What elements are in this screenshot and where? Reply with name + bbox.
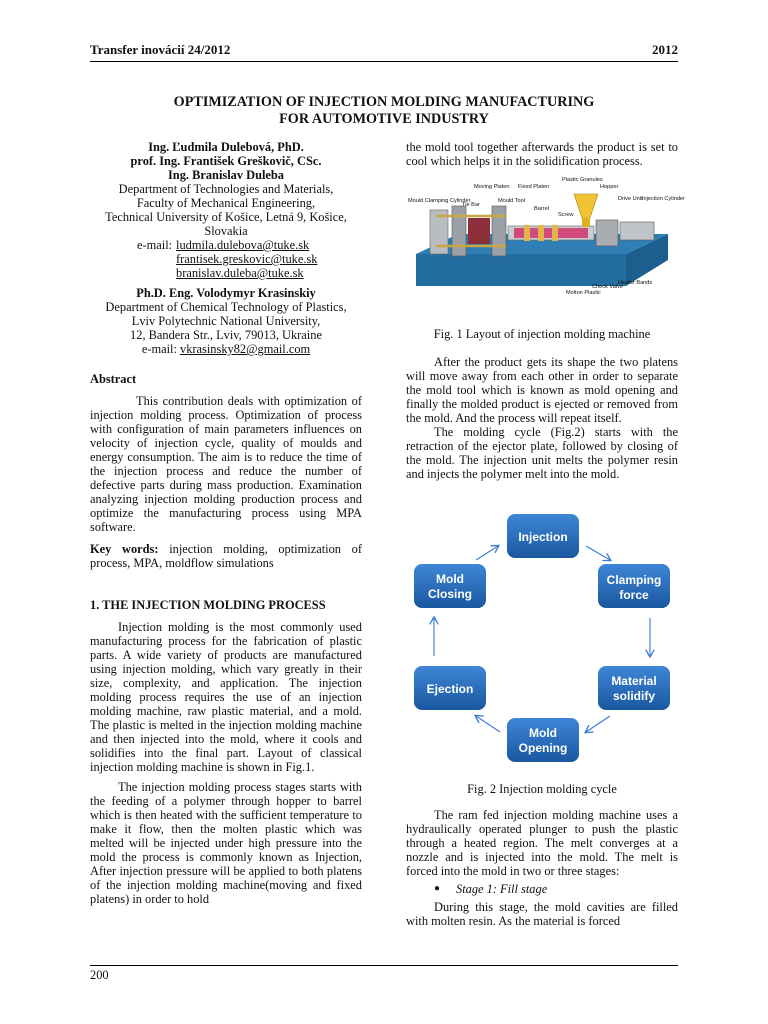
footer-rule bbox=[90, 965, 678, 966]
label-molton-plastic: Molton Plastic bbox=[566, 290, 601, 296]
cycle-node-clamping-force bbox=[598, 564, 670, 608]
journal-name: Transfer inovácií 24/2012 bbox=[90, 42, 231, 57]
email-link[interactable]: vkrasinsky82@gmail.com bbox=[180, 342, 311, 356]
author-2: prof. Ing. František Greškovič, CSc. bbox=[130, 154, 322, 168]
label-barrel: Barrel bbox=[534, 206, 549, 212]
cycle-node-mold-opening bbox=[507, 718, 579, 762]
paragraph: The injection molding process stages starts with the feeding of a polymer through hopper to barrel which is then heated with the sufficient temperature to make it flow, then the molten plastic which was melted will be injected under high pressure into the mold the process is commonly known as Injection, After injection pressure will be applied to both platens of the injection molding machine(moving and fixed platens) in order to hold bbox=[90, 780, 362, 906]
keywords: Key words: injection molding, optimization of process, MPA, moldflow simulations bbox=[90, 542, 362, 570]
paragraph: The ram fed injection molding machine uses a hydraulically operated plunger to push the plastic through a heated region. The melt converges at a nozzle and is injected into the mold. The melt is forced into the mold in two or three stages: bbox=[406, 808, 678, 878]
moving-platen bbox=[452, 206, 466, 256]
svg-text:Clampingforce: Clamping force bbox=[606, 573, 662, 602]
section-1 bbox=[90, 598, 362, 906]
stage-item: ● Stage 1: Fill stage bbox=[406, 882, 678, 896]
cycle-arrow bbox=[586, 546, 610, 560]
mould-tool bbox=[468, 218, 490, 244]
svg-text:Injection: Injection bbox=[518, 530, 568, 544]
injection-cylinder bbox=[620, 222, 654, 240]
paragraph: After the product gets its shape the two platens will move away from each other in order to separate the mold tool which is known as mold opening and finally the molded product is ejected or removed from the mold. And the process will repeat itself. bbox=[406, 355, 678, 425]
cycle-node-material-solidify bbox=[598, 666, 670, 710]
affiliation-line: Department of Chemical Technology of Plastics, bbox=[105, 300, 347, 314]
paragraph: The molding cycle (Fig.2) starts with the retraction of the ejector plate, followed by closing of the mold. The injection unit melts the polymer resin and injects the polymer melt into the mold. bbox=[406, 425, 678, 481]
label-screw: Screw bbox=[558, 212, 574, 218]
abstract-text: This contribution deals with optimization of injection molding process. Optimization of process with configuration of main parameters influences on velocity of injection cycle, quality of moulds and energy consumption. The aim is to reduce the time of the injection process and reduce the number of defective parts during mass production. Examination analyzing injection molding production process and optimize the manufacturing process using MPA software. bbox=[90, 394, 362, 534]
cycle-arrow bbox=[476, 546, 498, 560]
label-tie-bar: Tie Bar bbox=[462, 202, 480, 208]
email-line: e-mail: vkrasinsky82@gmail.com bbox=[141, 342, 311, 356]
label-injection-cylinder: Injection Cylinder bbox=[642, 196, 685, 202]
affiliation-line: Slovakia bbox=[204, 224, 248, 238]
author-4: Ph.D. Eng. Volodymyr Krasinskiy bbox=[136, 286, 316, 300]
cycle-node-ejection bbox=[414, 666, 486, 710]
affiliation-line: Department of Technologies and Materials, bbox=[118, 182, 334, 196]
right-body-2 bbox=[406, 808, 678, 928]
label-drive-unit: Drive Unit bbox=[618, 196, 643, 202]
email-list: e-mail: ludmila.dulebova@tuke.sk frantisek.greskovic@tuke.sk branislav.duleba@tuke.sk bbox=[137, 238, 318, 280]
email-link[interactable]: branislav.duleba@tuke.sk bbox=[176, 266, 304, 280]
header-rule bbox=[90, 61, 678, 62]
paragraph: Injection molding is the most commonly used manufacturing process for the fabrication of plastic parts. A wide variety of products are manufactured using injection molding, which vary greatly in their size, complexity, and application. The injection molding process requires the use of an injection molding machine, raw plastic material, and a mold. The plastic is melted in the injection molding machine and then injected into the mold, where it cools and solidifies into the final part. Layout of classical injection molding machine is shown in Fig.1. bbox=[90, 620, 362, 774]
affiliation-line: Faculty of Mechanical Engineering, bbox=[136, 196, 316, 210]
bullet-icon: ● bbox=[433, 883, 441, 894]
svg-text:MoldOpening: Mold Opening bbox=[518, 726, 568, 755]
affiliation-line: Lviv Polytechnic National University, bbox=[131, 314, 321, 328]
machine-base-front bbox=[416, 254, 626, 286]
journal-year: 2012 bbox=[652, 42, 678, 57]
affiliation-line: Technical University of Košice, Letná 9, Košice, bbox=[105, 210, 347, 224]
label-mould-clamping-cylinder: Mould Clamping Cylinder bbox=[408, 198, 471, 204]
label-heater-bands: Heater Bands bbox=[618, 280, 653, 286]
svg-text:Ejection: Ejection bbox=[426, 682, 474, 696]
figure-2-cycle bbox=[406, 510, 678, 772]
section-heading: 1. THE INJECTION MOLDING PROCESS bbox=[90, 598, 326, 612]
page-number: 200 bbox=[90, 968, 109, 982]
author-1: Ing. Ľudmila Dulebová, PhD. bbox=[148, 140, 304, 154]
label-check-valve: Check Valve bbox=[592, 284, 623, 290]
label-fixed-platen: Fixed Platen bbox=[518, 184, 550, 190]
label-moving-platen: Moving Platen bbox=[474, 184, 510, 190]
heater-band bbox=[524, 225, 530, 241]
fixed-platen bbox=[492, 206, 506, 256]
email-link[interactable]: ludmila.dulebova@tuke.sk bbox=[176, 238, 310, 252]
author-block bbox=[90, 140, 362, 356]
label-hopper: Hopper bbox=[600, 184, 619, 190]
paragraph: During this stage, the mold cavities are filled with molten resin. As the material is forced bbox=[406, 900, 678, 928]
paper-title: OPTIMIZATION OF INJECTION MOLDING MANUFACTURING FOR AUTOMOTIVE INDUSTRY bbox=[173, 94, 595, 127]
cycle-node-injection bbox=[507, 514, 579, 558]
hopper bbox=[574, 194, 598, 218]
cycle-arrow bbox=[476, 716, 500, 732]
node-text: Clamping bbox=[606, 573, 662, 587]
label-plastic-granules: Plastic Granules bbox=[562, 177, 603, 183]
drive-unit bbox=[596, 220, 618, 246]
svg-text:Materialsolidify: Material solidify bbox=[611, 674, 657, 703]
right-paragraph-0: the mold tool together afterwards the product is set to cool which helps it in the solidification process. bbox=[406, 140, 678, 168]
affiliation-line: 12, Bandera Str., Lviv, 79013, Ukraine bbox=[130, 328, 322, 342]
figure-1-caption: Fig. 1 Layout of injection molding machine bbox=[433, 327, 651, 341]
heater-band bbox=[552, 225, 558, 241]
abstract-heading: Abstract bbox=[90, 372, 137, 386]
email-link[interactable]: frantisek.greskovic@tuke.sk bbox=[176, 252, 318, 266]
heater-band bbox=[538, 225, 544, 241]
hopper-neck bbox=[582, 218, 590, 227]
abstract bbox=[90, 372, 362, 570]
right-body-1 bbox=[406, 355, 678, 481]
svg-text:MoldClosing: Mold Closing bbox=[428, 572, 472, 601]
cycle-node-mold-closing bbox=[414, 564, 486, 608]
figure-2-caption: Fig. 2 Injection molding cycle bbox=[467, 782, 617, 796]
cycle-arrow bbox=[586, 716, 610, 732]
author-3: Ing. Branislav Duleba bbox=[167, 168, 285, 182]
label-mould-tool: Mould Tool bbox=[498, 198, 525, 204]
figure-1-machine bbox=[406, 172, 685, 312]
